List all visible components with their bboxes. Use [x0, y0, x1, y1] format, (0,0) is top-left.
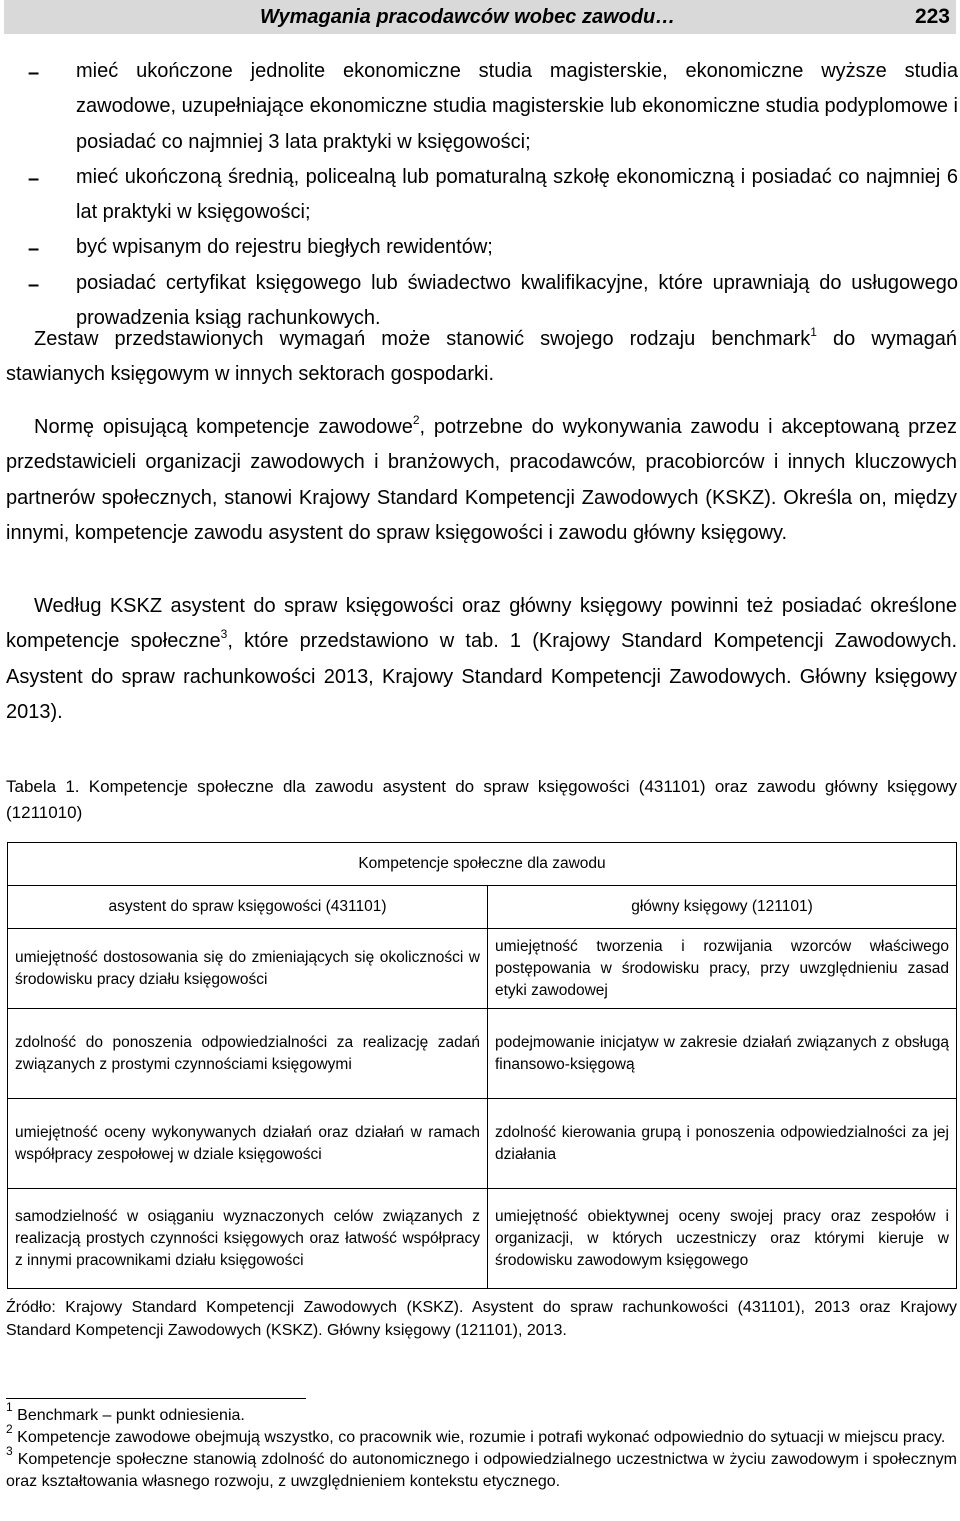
running-header [4, 0, 956, 34]
requirements-list [0, 54, 960, 336]
footnote-number: 2 [6, 1422, 13, 1436]
column-header: główny księgowy (121101) [488, 886, 957, 929]
table-row [8, 1189, 957, 1289]
table-row [8, 1009, 957, 1099]
paragraph-benchmark: Zestaw przedstawionych wymagań może stanowić swojego rodzaju benchmark$^1$ do wymagań stawianych księgowym w innych sektorach gospodarki. [6, 325, 957, 386]
footnote: $^3$ Kompetencje społeczne stanowią zdolność do autonomicznego i odpowiedzialnego uczestnictwa w życiu zawodowym i społecznym oraz kształtowania własnego rozwoju, z uwzględnieniem kontekstu etycznego. [6, 1444, 957, 1490]
page-number: 223 [914, 5, 950, 28]
list-item [0, 160, 960, 231]
dash-bullet-icon: – [28, 167, 40, 190]
list-item-text: być wpisanym do rejestru biegłych rewidentów; [76, 236, 493, 259]
table-cell: umiejętność obiektywnej oceny swojej pracy oraz zespołów i organizacji, w których uczestniczy oraz którymi kieruje w środowisku zawodowym księgowego [488, 1189, 957, 1289]
competences-table [7, 842, 957, 1289]
table-cell: samodzielność w osiąganiu wyznaczonych celów związanych z realizacją prostych czynności księgowych oraz łatwość współpracy z innymi pracownikami działu księgowości [8, 1189, 488, 1289]
column-header: asystent do spraw księgowości (431101) [8, 886, 488, 929]
footnote-divider [6, 1398, 306, 1399]
table-main-header-row [8, 843, 957, 886]
footnote-number: 1 [6, 1400, 13, 1414]
footnotes [6, 1400, 957, 1493]
table-main-header: Kompetencje społeczne dla zawodu [8, 843, 957, 886]
footnote: $^1$ Benchmark – punkt odniesienia. [6, 1400, 245, 1424]
list-item [0, 54, 960, 160]
footnote-ref: 1 [810, 325, 817, 339]
paragraph-kskz: Normę opisującą kompetencje zawodowe$^2$, potrzebne do wykonywania zawodu i akceptowaną przez przedstawicieli organizacji zawodowych i branżowych, pracodawców, pracobiorców i innych kluczowych partnerów społecznych, stanowi Krajowy Standard Kompetencji Zawodowych (KSKZ). Określa on, między innymi, kompetencje zawodu asystent do spraw księgowości i zawodu główny księgowy. [6, 413, 957, 544]
dash-bullet-icon: – [28, 62, 40, 84]
list-item [0, 230, 960, 265]
table-caption: Tabela 1. Kompetencje społeczne dla zawodu asystent do spraw księgowości (431101) oraz zawodu główny księgowy (1211010) [6, 777, 957, 822]
paragraph-social-competences: Według KSKZ asystent do spraw księgowości oraz główny księgowy powinni też posiadać określone kompetencje społeczne$^3$, które przedstawiono w tab. 1 (Krajowy Standard Kompetencji Zawodowych. Asystent do spraw rachunkowości 2013, Krajowy Standard Kompetencji Zawodowych. Główny księgowy 2013). [6, 595, 958, 723]
table-row [8, 929, 957, 1009]
table-row [8, 1099, 957, 1189]
table-cell: podejmowanie inicjatyw w zakresie działań związanych z obsługą finansowo-księgową [488, 1009, 957, 1099]
footnote-ref: 3 [220, 627, 228, 642]
table-cell: umiejętność oceny wykonywanych działań oraz działań w ramach współpracy zespołowej w dziale księgowości [8, 1099, 488, 1189]
table-cell: zdolność kierowania grupą i ponoszenia odpowiedzialności za jej działania [488, 1099, 957, 1189]
table-cell: zdolność do ponoszenia odpowiedzialności za realizację zadań związanych z prostymi czynnościami księgowymi [8, 1009, 488, 1099]
list-item-text: mieć ukończone jednolite ekonomiczne studia magisterskie, ekonomiczne wyższe studia zawodowe, uzupełniające ekonomiczne studia magisterskie lub ekonomiczne studia podyplomowe i posiadać co najmniej 3 lata praktyki w księgowości; [76, 60, 958, 153]
footnote-ref: 2 [412, 413, 420, 427]
footnote-number: 3 [6, 1444, 13, 1458]
list-item-text: mieć ukończoną średnią, policealną lub pomaturalną szkołę ekonomiczną i posiadać co najmniej 6 lat praktyki w księgowości; [76, 165, 958, 224]
table-header-row [8, 886, 957, 929]
table-cell: umiejętność dostosowania się do zmieniających się okoliczności w środowisku pracy działu księgowości [8, 929, 488, 1009]
dash-bullet-icon: – [28, 238, 40, 261]
running-header-title: Wymagania pracodawców wobec zawodu… [260, 5, 676, 28]
table-cell: umiejętność tworzenia i rozwijania wzorców właściwego postępowania w środowisku pracy, przy uwzględnieniu zasad etyki zawodowej [488, 929, 957, 1009]
table-source: Źródło: Krajowy Standard Kompetencji Zawodowych (KSKZ). Asystent do spraw rachunkowości (431101), 2013 oraz Krajowy Standard Kompetencji Zawodowych (KSKZ). Główny księgowy (121101), 2013. [6, 1299, 957, 1339]
list-item-text: posiadać certyfikat księgowego lub świadectwo kwalifikacyjne, które uprawniają do usługowego prowadzenia ksiąg rachunkowych. [76, 271, 958, 330]
footnote: $^2$ Kompetencje zawodowe obejmują wszystko, co pracownik wie, rozumie i potrafi wykonać odpowiednio do sytuacji w miejscu pracy. [6, 1422, 946, 1446]
dash-bullet-icon: – [28, 273, 40, 296]
